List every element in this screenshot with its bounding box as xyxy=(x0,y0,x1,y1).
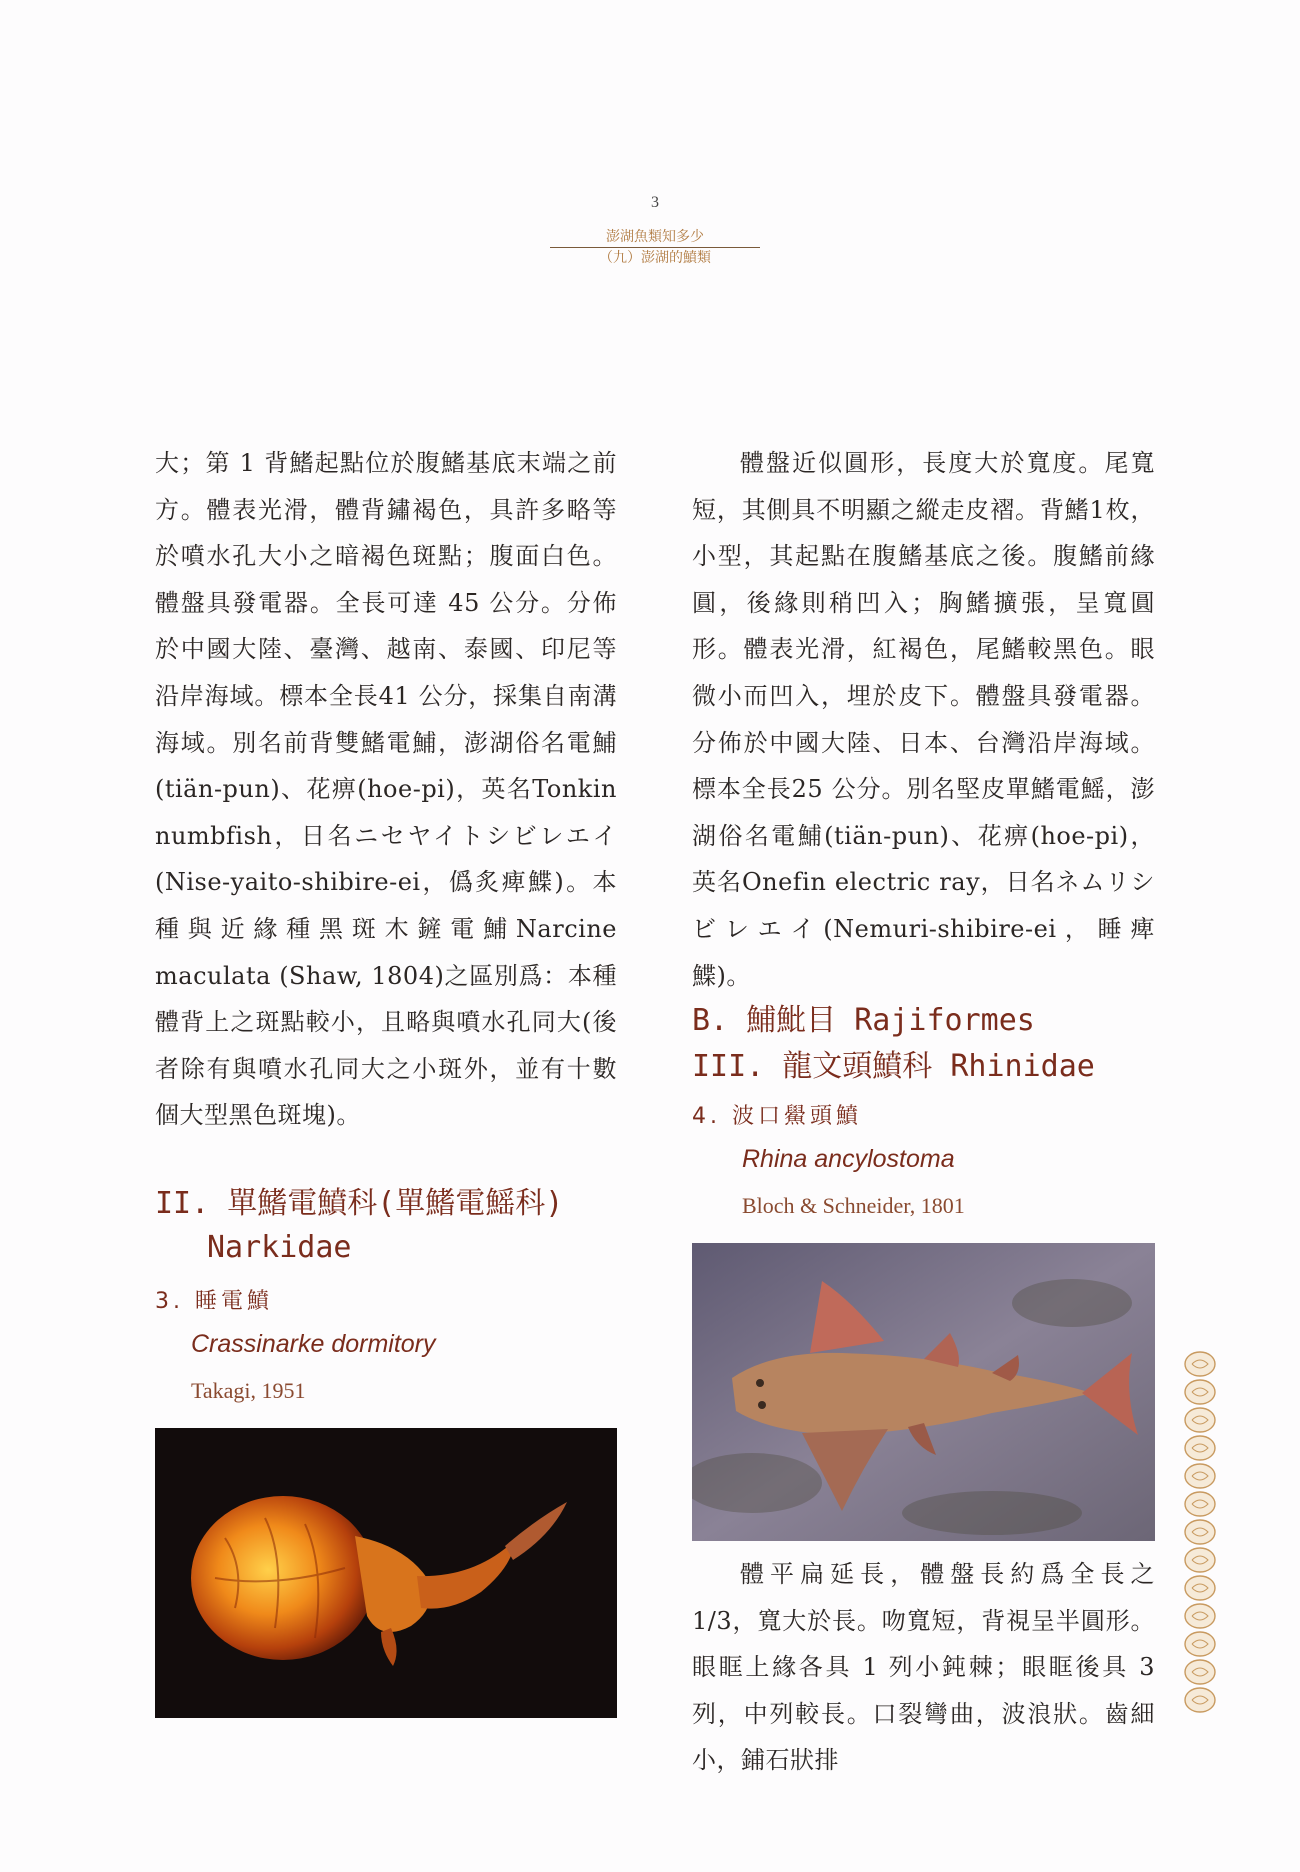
family-heading-line1: II. 單鰭電鱝科(單鰭電鰩科) xyxy=(155,1186,564,1221)
species-3-author: Takagi, 1951 xyxy=(191,1378,306,1403)
order-heading-rajiformes: B. 鯆魮目 Rajiformes xyxy=(692,1003,1035,1038)
species-4-author: Bloch & Schneider, 1801 xyxy=(742,1193,965,1218)
photo-rhina-ancylostoma xyxy=(692,1243,1155,1541)
family-heading-rhinidae: III. 龍文頭鱝科 Rhinidae xyxy=(692,1049,1095,1084)
decorative-oval-chain-icon xyxy=(1182,1350,1218,1726)
species-3-scientific-name: Crassinarke dormitory xyxy=(191,1330,436,1358)
series-title: 澎湖魚類知多少 xyxy=(550,228,760,248)
intro-paragraph: 大；第 1 背鰭起點位於腹鰭基底末端之前方。體表光滑，體背鏽褐色，具許多略等於噴水孔大小之暗褐色斑點；腹面白色。體盤具發電器。全長可達 45 公分。分佈於中國大陸、臺灣、越南、泰國、印尼等沿岸海域。標本全長41 公分，採集自南溝海域。別名前背雙鰭電鯆，澎湖俗名電鯆(tiän-pun)、花痹(hoe-pi)，英名Tonkin numbfish，日名ニセヤイトシビレエイ(Nise-yaito-shibire-ei，僞炙痺鰈)。本種與近緣種黑斑木鏟電鯆Narcine maculata (Shaw, 1804)之區別爲：本種體背上之斑點較小，且略與噴水孔同大(後者除有與噴水孔同大之小斑外，並有十數個大型黑色斑塊)。 xyxy=(155,449,617,1130)
page-header xyxy=(550,194,760,268)
page-number: 3 xyxy=(651,194,659,211)
chapter-subtitle: （九）澎湖的鱝類 xyxy=(599,250,711,266)
family-heading-narkidae xyxy=(155,1182,625,1270)
photo-crassinarke-dormitory xyxy=(155,1428,617,1718)
family-heading-line2: Narkidae xyxy=(207,1230,352,1265)
description-paragraph-crassinarke: 體盤近似圓形，長度大於寬度。尾寬短，其側具不明顯之縱走皮褶。背鰭1枚，小型，其起點在腹鰭基底之後。腹鰭前緣圓，後緣則稍凹入；胸鰭擴張，呈寬圓形。體表光滑，紅褐色，尾鰭較黑色。眼微小而凹入，埋於皮下。體盤具發電器。分佈於中國大陸、日本、台灣沿岸海域。標本全長25 公分。別名堅皮單鰭電鰩，澎湖俗名電鯆(tiän-pun)、花痹(hoe-pi)，英名Onefin electric ray，日名ネムリシビレエイ(Nemuri-shibire-ei，睡痺鰈)。 xyxy=(692,449,1155,990)
species-4-scientific-name: Rhina ancylostoma xyxy=(742,1145,955,1173)
description-paragraph-rhina: 體平扁延長，體盤長約爲全長之 1/3，寬大於長。吻寬短，背視呈半圓形。眼眶上緣各具 1 列小鈍棘；眼眶後具 3 列，中列較長。口裂彎曲，波浪狀。齒細小，鋪石狀排 xyxy=(692,1560,1155,1775)
species-3-name: 3. 睡電鱝 xyxy=(155,1289,273,1314)
species-4-name: 4. 波口鱟頭鱝 xyxy=(692,1104,862,1129)
